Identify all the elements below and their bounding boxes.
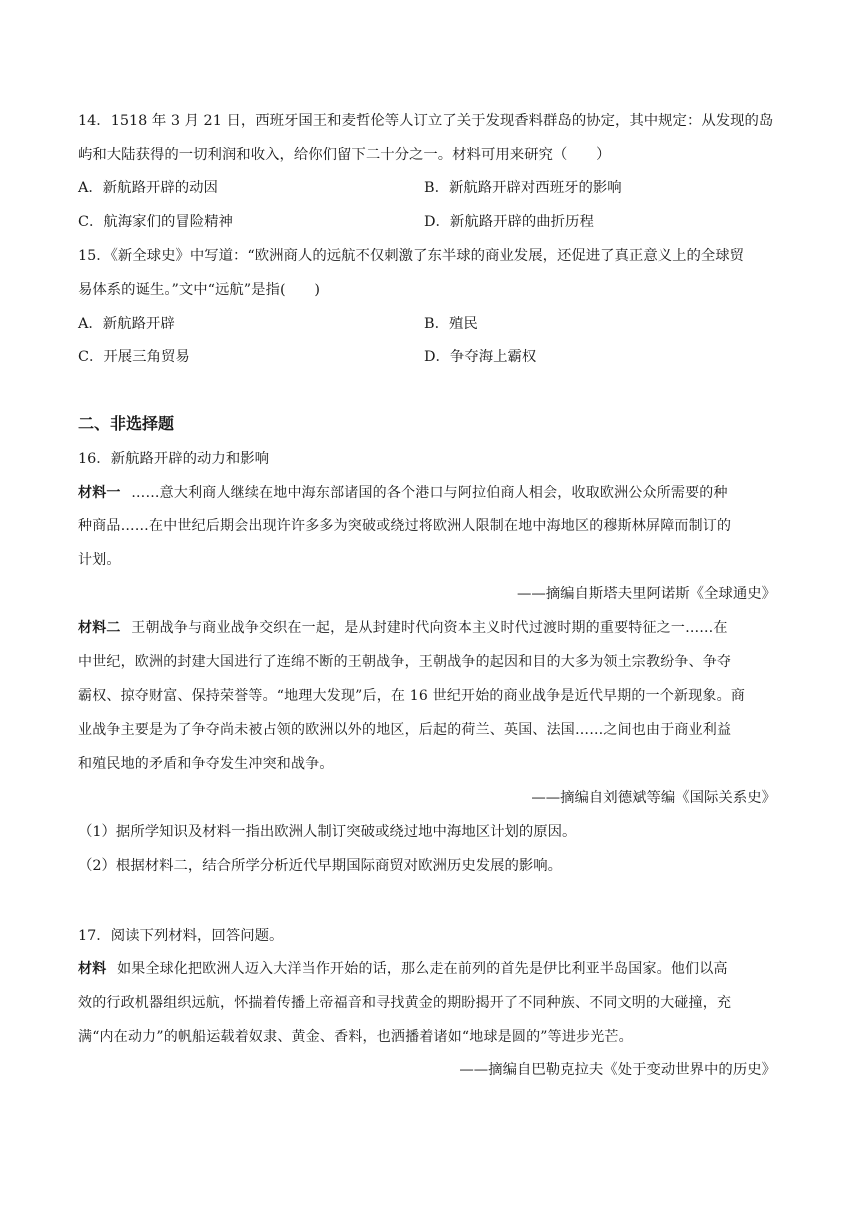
q14-option-c: C．航海家们的冒险精神 — [78, 214, 233, 230]
q16-material2-label: 材料二 — [78, 620, 121, 636]
q16-material2-source: ——摘编自刘德斌等编《国际关系史》 — [531, 790, 776, 806]
q16-material1-line1 — [78, 483, 728, 503]
q14-option-b: B．新航路开辟对西班牙的影响 — [424, 180, 622, 196]
q16-subquestion-2: （2）根据材料二，结合所学分析近代早期国际商贸对欧洲历史发展的影响。 — [78, 858, 563, 874]
q14-option-d: D．新航路开辟的曲折历程 — [424, 214, 594, 230]
q16-material1-line3: 计划。 — [78, 552, 121, 568]
q15-option-d: D．争夺海上霸权 — [424, 349, 537, 365]
q17-material-text-line1: 如果全球化把欧洲人迈入大洋当作开始的话，那么走在前列的首先是伊比利亚半岛国家。他们以高 — [117, 961, 728, 977]
q14-stem-line1: 14．1518 年 3 月 21 日，西班牙国王和麦哲伦等人订立了关于发现香料群岛的协定，其中规定：从发现的岛 — [78, 113, 774, 129]
q16-material2-line2: 中世纪，欧洲的封建大国进行了连绵不断的王朝战争，王朝战争的起因和目的大多为领土宗教纷争、争夺 — [78, 654, 732, 670]
q15-option-a: A．新航路开辟 — [78, 316, 175, 332]
q14-option-a: A．新航路开辟的动因 — [78, 180, 218, 196]
q15-stem-line1: 15．《新全球史》中写道：“欧洲商人的远航不仅刺激了东半球的商业发展，还促进了真正意义上的全球贸 — [78, 248, 745, 264]
q16-material1-label: 材料一 — [78, 485, 121, 501]
q17-title: 17．阅读下列材料，回答问题。 — [78, 928, 284, 944]
q15-option-c: C．开展三角贸易 — [78, 349, 190, 365]
q17-material-line3: 满“内在动力”的帆船运载着奴隶、黄金、香料，也洒播着诸如“地球是圆的”等进步光芒。 — [78, 1029, 633, 1045]
q16-subquestion-1: （1）据所学知识及材料一指出欧洲人制订突破或绕过地中海地区计划的原因。 — [78, 824, 577, 840]
q17-material-label: 材料 — [78, 961, 107, 977]
q15-stem-line2: 易体系的诞生。”文中“远航”是指( ) — [78, 282, 320, 298]
q16-title: 16．新航路开辟的动力和影响 — [78, 451, 269, 467]
q16-material2-text-line1: 王朝战争与商业战争交织在一起，是从封建时代向资本主义时代过渡时期的重要特征之一……在 — [131, 620, 728, 636]
q17-material-source: ——摘编自巴勒克拉夫《处于变动世界中的历史》 — [459, 1062, 776, 1078]
q16-material1-text-line1: ……意大利商人继续在地中海东部诸国的各个港口与阿拉伯商人相会，收取欧洲公众所需要的种 — [131, 485, 728, 501]
q16-material2-line1 — [78, 618, 728, 638]
q16-material2-line4: 业战争主要是为了争夺尚未被占领的欧洲以外的地区，后起的荷兰、英国、法国……之间也由于商业利益 — [78, 722, 732, 738]
q16-material1-source: ——摘编自斯塔夫里阿诺斯《全球通史》 — [516, 586, 776, 602]
q14-stem-line2: 屿和大陆获得的一切利润和收入，给你们留下二十分之一。材料可用来研究（ ） — [78, 147, 611, 163]
q16-material2-line5: 和殖民地的矛盾和争夺发生冲突和战争。 — [78, 756, 334, 772]
q16-material1-line2: 种商品……在中世纪后期会出现许许多多为突破或绕过将欧洲人限制在地中海地区的穆斯林屏障而制订的 — [78, 518, 732, 534]
q16-material2-line3: 霸权、掠夺财富、保持荣誉等。“地理大发现”后，在 16 世纪开始的商业战争是近代早期的一个新现象。商 — [78, 688, 746, 704]
q15-option-b: B．殖民 — [424, 316, 478, 332]
q17-material-line2: 效的行政机器组织远航，怀揣着传播上帝福音和寻找黄金的期盼揭开了不同种族、不同文明的大碰撞，充 — [78, 995, 732, 1011]
section-heading: 二、非选择题 — [78, 414, 175, 433]
q17-material-line1 — [78, 959, 728, 979]
